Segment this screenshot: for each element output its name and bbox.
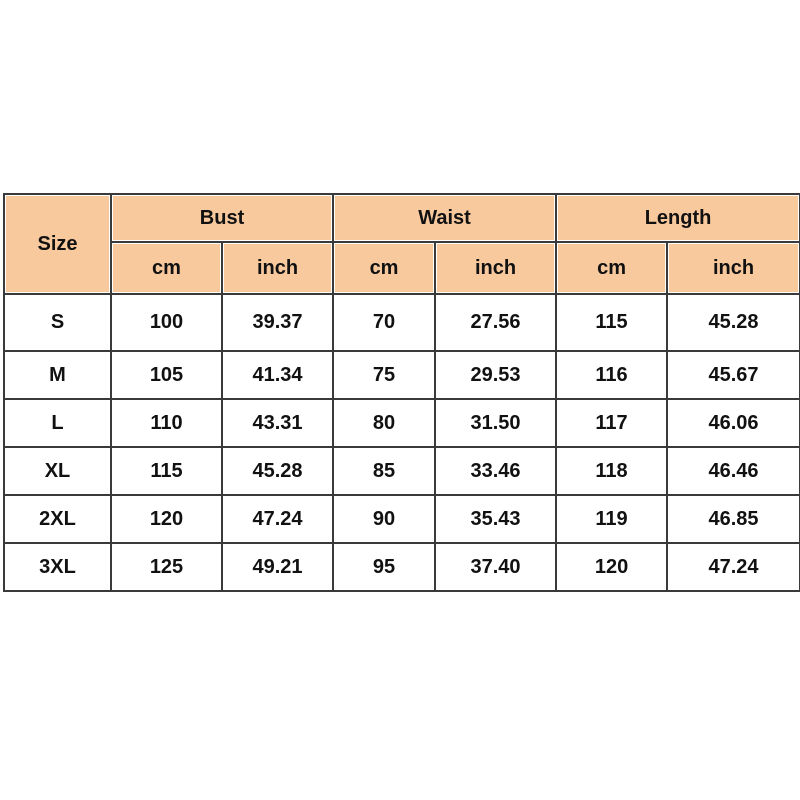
- bust-inch-cell: 49.21: [222, 543, 333, 591]
- length-inch-cell: 46.46: [667, 447, 800, 495]
- length-inch-cell: 46.85: [667, 495, 800, 543]
- waist-inch-cell: 35.43: [435, 495, 556, 543]
- waist-cm-cell: 90: [333, 495, 435, 543]
- size-chart-table: [3, 193, 800, 592]
- bust-inch-cell: 47.24: [222, 495, 333, 543]
- length-header: Length: [556, 194, 800, 242]
- size-cell: L: [4, 399, 111, 447]
- bust-cm-cell: 115: [111, 447, 222, 495]
- length-inch-header: inch: [667, 242, 800, 294]
- waist-inch-header: inch: [435, 242, 556, 294]
- waist-inch-cell: 31.50: [435, 399, 556, 447]
- waist-header: Waist: [333, 194, 556, 242]
- bust-inch-header: inch: [222, 242, 333, 294]
- bust-inch-cell: 45.28: [222, 447, 333, 495]
- waist-inch-cell: 27.56: [435, 294, 556, 351]
- size-cell: M: [4, 351, 111, 399]
- length-cm-cell: 115: [556, 294, 667, 351]
- length-cm-cell: 118: [556, 447, 667, 495]
- waist-inch-cell: 33.46: [435, 447, 556, 495]
- waist-cm-cell: 95: [333, 543, 435, 591]
- size-cell: XL: [4, 447, 111, 495]
- table-row: [4, 399, 800, 447]
- waist-cm-cell: 80: [333, 399, 435, 447]
- length-cm-cell: 117: [556, 399, 667, 447]
- size-header: Size: [4, 194, 111, 294]
- length-cm-cell: 119: [556, 495, 667, 543]
- size-cell: 3XL: [4, 543, 111, 591]
- waist-cm-cell: 75: [333, 351, 435, 399]
- table-row: [4, 543, 800, 591]
- length-cm-cell: 120: [556, 543, 667, 591]
- waist-cm-cell: 70: [333, 294, 435, 351]
- size-cell: 2XL: [4, 495, 111, 543]
- waist-inch-cell: 29.53: [435, 351, 556, 399]
- bust-cm-cell: 110: [111, 399, 222, 447]
- table-row: [4, 495, 800, 543]
- bust-cm-cell: 105: [111, 351, 222, 399]
- bust-cm-cell: 100: [111, 294, 222, 351]
- table-row: [4, 447, 800, 495]
- bust-cm-cell: 125: [111, 543, 222, 591]
- size-cell: S: [4, 294, 111, 351]
- waist-cm-cell: 85: [333, 447, 435, 495]
- bust-inch-cell: 43.31: [222, 399, 333, 447]
- header-row-groups: [4, 194, 800, 242]
- bust-inch-cell: 41.34: [222, 351, 333, 399]
- waist-inch-cell: 37.40: [435, 543, 556, 591]
- bust-inch-cell: 39.37: [222, 294, 333, 351]
- bust-cm-cell: 120: [111, 495, 222, 543]
- length-cm-header: cm: [556, 242, 667, 294]
- waist-cm-header: cm: [333, 242, 435, 294]
- bust-cm-header: cm: [111, 242, 222, 294]
- table-row: [4, 351, 800, 399]
- length-inch-cell: 46.06: [667, 399, 800, 447]
- table-row: [4, 294, 800, 351]
- length-inch-cell: 45.67: [667, 351, 800, 399]
- length-cm-cell: 116: [556, 351, 667, 399]
- header-row-units: [4, 242, 800, 294]
- length-inch-cell: 47.24: [667, 543, 800, 591]
- length-inch-cell: 45.28: [667, 294, 800, 351]
- bust-header: Bust: [111, 194, 333, 242]
